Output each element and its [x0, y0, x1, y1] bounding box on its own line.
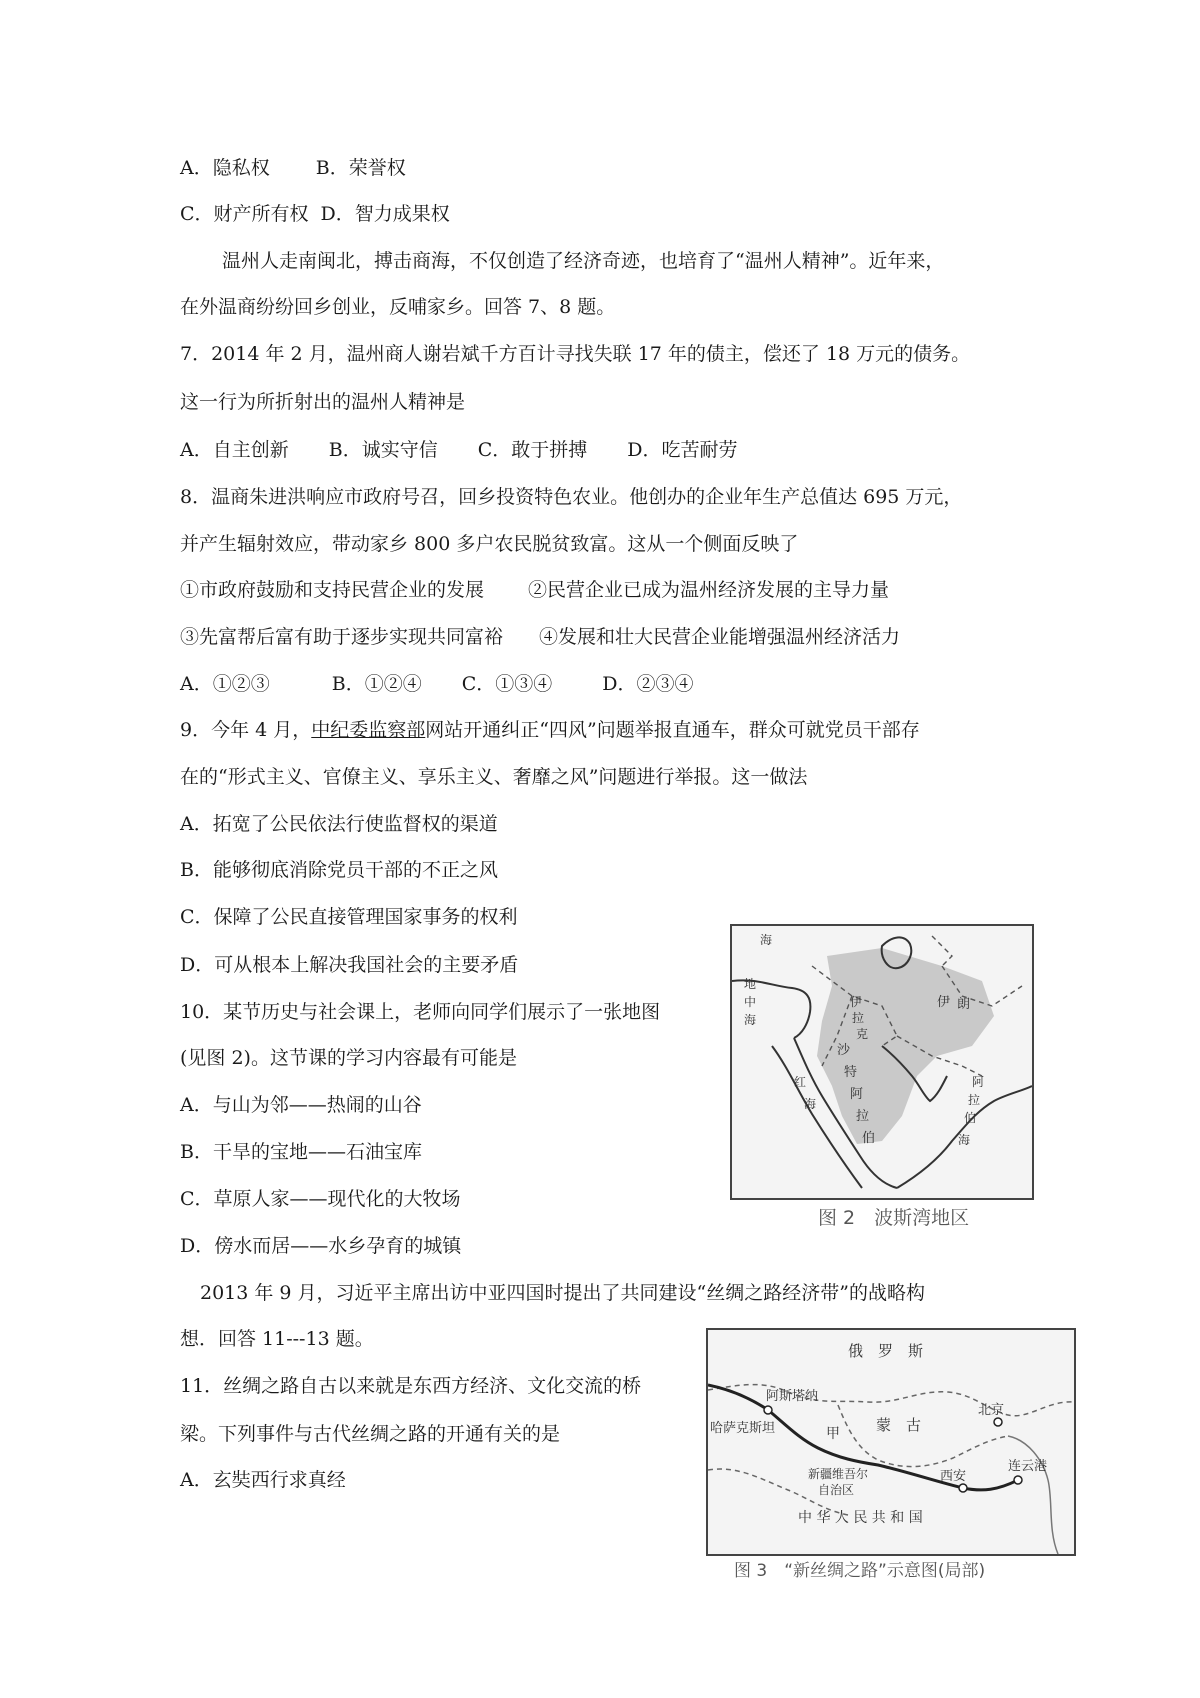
q9-stem-suffix: 网站开通纠正“四风”问题举报直通车，群众可就党员干部存 [425, 719, 920, 741]
q9-option-c[interactable]: C．保障了公民直接管理国家事务的权利 [180, 906, 518, 928]
lianyungang-marker [1014, 1476, 1022, 1484]
q10-stem-line-2: (见图 2)。这节课的学习内容最有可能是 [180, 1047, 517, 1069]
q11-stem-line-2: 梁。下列事件与古代丝绸之路的开通有关的是 [180, 1423, 561, 1445]
map-label-saudi-3: 阿 [850, 1087, 864, 1102]
q8-option-d[interactable]: D．②③④ [602, 673, 694, 695]
q9-stem-prefix: 9．今年 4 月， [180, 719, 312, 741]
q10-option-d[interactable]: D．傍水而居——水乡孕育的城镇 [180, 1235, 462, 1257]
persian-gulf-map-svg [732, 926, 1032, 1198]
q7-options [180, 438, 737, 462]
q7-option-d[interactable]: D．吃苦耐劳 [627, 439, 738, 461]
map-label-med-2: 中 [744, 995, 757, 1009]
q10-option-c[interactable]: C．草原人家——现代化的大牧场 [180, 1188, 461, 1210]
label-lianyungang: 连云港 [1008, 1459, 1048, 1474]
map-label-arabsea-1: 阿 [972, 1075, 985, 1089]
map-label-iran-2: 朗 [957, 997, 971, 1012]
map-label-arabsea-3: 伯 [964, 1111, 977, 1125]
q10-stem-line-1: 10．某节历史与社会课上，老师向同学们展示了一张地图 [180, 1001, 661, 1023]
q9-option-a[interactable]: A．拓宽了公民依法行使监督权的渠道 [180, 813, 498, 835]
intro-11-13-line-1: 2013 年 9 月，习近平主席出访中亚四国时提出了共同建设“丝绸之路经济带”的战略构 [200, 1282, 925, 1304]
q11-option-a[interactable]: A．玄奘西行求真经 [180, 1469, 346, 1491]
q9-underlined-org: 中纪委监察部 [311, 719, 426, 741]
q8-stem-line-1: 8．温商朱进洪响应市政府号召，回乡投资特色农业。他创办的企业年生产总值达 695 万元， [180, 486, 963, 508]
q9-option-b[interactable]: B．能够彻底消除党员干部的不正之风 [180, 859, 498, 881]
map-label-med-3: 海 [744, 1013, 757, 1027]
q7-option-a[interactable]: A．自主创新 [180, 439, 289, 461]
q8-option-a[interactable]: A．①②③ [180, 673, 270, 695]
q11-stem-line-1: 11．丝绸之路自古以来就是东西方经济、文化交流的桥 [180, 1375, 642, 1397]
map-label-saudi-5: 伯 [862, 1131, 876, 1146]
map-label-iraq-3: 克 [856, 1027, 869, 1041]
q8-option-b[interactable]: B．①②④ [331, 673, 422, 695]
q10-option-a[interactable]: A．与山为邻——热闹的山谷 [180, 1094, 422, 1116]
q6-option-b[interactable]: B．荣誉权 [315, 157, 406, 179]
q9-stem-line-1 [180, 718, 920, 742]
map-label-redsea-2: 海 [804, 1097, 817, 1111]
q6-option-d[interactable]: D．智力成果权 [320, 203, 450, 225]
intro-11-13-line-2: 想．回答 11---13 题。 [180, 1328, 374, 1350]
label-russia: 俄 罗 斯 [848, 1342, 924, 1360]
q8-stem-line-2: 并产生辐射效应，带动家乡 800 多户农民脱贫致富。这从一个侧面反映了 [180, 533, 799, 555]
q7-stem-line-2: 这一行为所折射出的温州人精神是 [180, 391, 466, 413]
q8-item-2: ②民营企业已成为温州经济发展的主导力量 [528, 579, 890, 601]
intro-7-8-line-1: 温州人走南闽北，搏击商海，不仅创造了经济奇迹，也培育了“温州人精神”。近年来， [222, 250, 945, 272]
label-china: 中 华 人 民 共 和 国 [798, 1510, 923, 1526]
q8-item-3: ③先富帮后富有助于逐步实现共同富裕 [180, 626, 504, 648]
q7-option-b[interactable]: B．诚实守信 [328, 439, 438, 461]
map-label-arabsea-2: 拉 [968, 1093, 981, 1107]
map-label-saudi-1: 沙 [837, 1043, 851, 1058]
label-beijing: 北京 [978, 1403, 1005, 1418]
q9-stem-line-2: 在的“形式主义、官僚主义、享乐主义、奢靡之风”问题进行举报。这一做法 [180, 766, 808, 788]
label-xian: 西安 [940, 1469, 967, 1484]
map-label-top-sea: 海 [760, 933, 773, 947]
figure-2-persian-gulf-map [730, 924, 1034, 1200]
map-label-iraq-1: 伊 [850, 995, 863, 1009]
intro-7-8-line-2: 在外温商纷纷回乡创业，反哺家乡。回答 7、8 题。 [180, 296, 616, 318]
label-astana: 阿斯塔纳 [766, 1389, 819, 1404]
q7-stem-line-1: 7．2014 年 2 月，温州商人谢岩斌千方百计寻找失联 17 年的债主，偿还了 18 万元的债务。 [180, 343, 971, 365]
q8-item-1: ①市政府鼓励和支持民营企业的发展 [180, 579, 485, 601]
map-label-med-1: 地 [744, 977, 757, 991]
q8-option-c[interactable]: C．①③④ [461, 673, 553, 695]
figure-3-caption: 图 3 “新丝绸之路”示意图(局部) [734, 1561, 986, 1581]
map-label-arabsea-4: 海 [958, 1133, 971, 1147]
label-xinjiang-1: 新疆维吾尔 [808, 1467, 869, 1481]
label-kazakhstan: 哈萨克斯坦 [710, 1421, 776, 1436]
figure-3-silk-road-map [706, 1328, 1076, 1556]
beijing-marker [994, 1418, 1002, 1426]
map-label-redsea-1: 红 [794, 1075, 807, 1089]
map-label-iran-1: 伊 [937, 995, 951, 1010]
q9-option-d[interactable]: D．可从根本上解决我国社会的主要矛盾 [180, 954, 519, 976]
map-label-saudi-2: 特 [844, 1065, 858, 1080]
q6-options-row-1 [180, 156, 406, 180]
q6-option-c[interactable]: C．财产所有权 [180, 203, 309, 225]
map-label-saudi-4: 拉 [856, 1109, 870, 1124]
q10-option-b[interactable]: B．干旱的宝地——石油宝库 [180, 1141, 422, 1163]
figure-2-caption: 图 2 波斯湾地区 [818, 1207, 970, 1229]
q6-options-row-2 [180, 202, 450, 226]
q8-items-row-1 [180, 578, 889, 602]
map-label-iraq-2: 拉 [852, 1011, 865, 1025]
label-mongolia: 蒙 古 [876, 1416, 922, 1434]
xian-marker [959, 1484, 967, 1492]
label-jia: 甲 [826, 1426, 840, 1442]
astana-marker [764, 1406, 772, 1414]
q8-items-row-2 [180, 625, 900, 649]
q8-options [180, 672, 693, 696]
q6-option-a[interactable]: A．隐私权 [180, 157, 270, 179]
label-xinjiang-2: 自治区 [818, 1483, 855, 1497]
silk-road-map-svg [708, 1330, 1074, 1554]
q7-option-c[interactable]: C．敢于拼搏 [477, 439, 588, 461]
q8-item-4: ④发展和壮大民营企业能增强温州经济活力 [539, 626, 901, 648]
